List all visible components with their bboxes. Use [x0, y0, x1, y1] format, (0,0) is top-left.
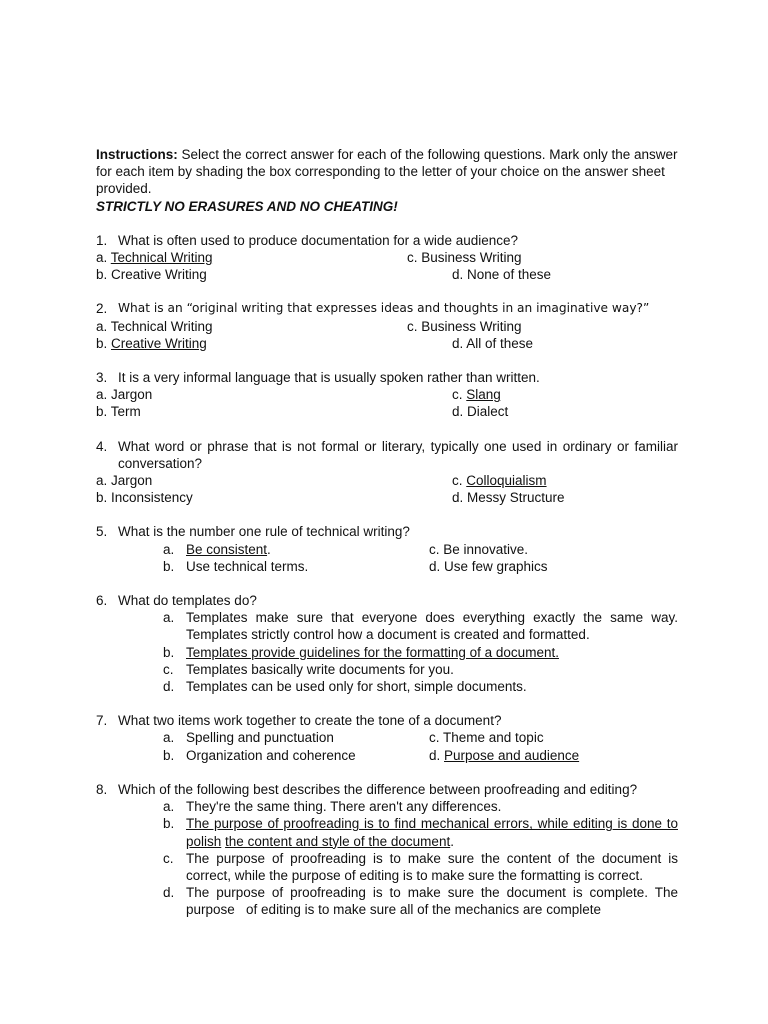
answer-underline: Purpose and audience [444, 747, 580, 763]
option-b: b. Creative Writing [96, 335, 207, 351]
instructions [96, 146, 678, 198]
option-a: a. Be consistent. [163, 541, 271, 557]
option-c: c. Business Writing [407, 318, 522, 334]
question-text: What do templates do? [118, 593, 257, 609]
question-number: 3. [96, 370, 108, 386]
question-7 [96, 712, 678, 764]
option-b: b. Organization and coherence [163, 747, 356, 763]
option-d: d. All of these [452, 335, 534, 351]
question-text: Which of the following best describes the difference between proofreading and editing? [118, 781, 638, 797]
question-8 [96, 781, 682, 919]
question-text: What is the number one rule of technical writing? [118, 524, 410, 540]
option-c: c. Colloquialism [452, 473, 547, 489]
question-text: What is an “original writing that expresses ideas and thoughts in an imaginative way?” [118, 301, 650, 316]
answer-underline: Colloquialism [466, 473, 547, 489]
question-1 [96, 232, 678, 284]
question-number: 4. [96, 438, 108, 454]
quiz-content [96, 146, 682, 936]
question-2 [96, 300, 678, 352]
question-number: 6. [96, 593, 108, 609]
option-c: c. Templates basically write documents for you. [163, 661, 454, 677]
question-number: 8. [96, 781, 108, 797]
answer-underline: Be consistent [186, 541, 268, 557]
option-d: d. Dialect [452, 404, 509, 420]
question-6 [96, 592, 678, 695]
option-a: a. Technical Writing [96, 250, 213, 266]
answer-underline: The purpose of proofreading is to find mechanical errors, while editing is done to polish [186, 816, 678, 849]
option-a: a. Spelling and punctuation [163, 730, 334, 746]
option-c: c. Theme and topic [429, 730, 544, 746]
option-a: a. They're the same thing. There aren't any differences. [163, 799, 502, 815]
option-d: d. Messy Structure [452, 490, 565, 506]
option-d: d. None of these [452, 267, 552, 283]
no-cheating-warning: STRICTLY NO ERASURES AND NO CHEATING! [96, 198, 398, 214]
answer-underline: Creative Writing [111, 335, 207, 351]
question-text: It is a very informal language that is usually spoken rather than written. [118, 370, 540, 386]
question-3 [96, 369, 678, 421]
option-a: a. Technical Writing [96, 318, 213, 334]
option-b: b. Use technical terms. [163, 558, 309, 574]
answer-underline: Templates provide guidelines for the formatting of a document. [186, 644, 559, 660]
option-b: b. Term [96, 404, 141, 420]
option-c: c. Be innovative. [429, 541, 529, 557]
option-d: d. Templates can be used only for short, simple documents. [163, 679, 527, 695]
answer-underline: the content and style of the document [225, 833, 451, 849]
question-number: 2. [96, 301, 108, 317]
answer-underline: Technical Writing [110, 250, 213, 266]
question-4 [96, 438, 678, 507]
option-c: c. Slang [452, 387, 501, 403]
option-a: a. Templates make sure that everyone does everything exactly the same way. Templates strictly control how a document is created and formatted. [163, 610, 678, 643]
question-number: 1. [96, 232, 108, 248]
option-b: b. Templates provide guidelines for the formatting of a document. [163, 644, 559, 660]
answer-underline: Slang [466, 387, 501, 403]
question-text: What is often used to produce documentation for a wide audience? [118, 232, 519, 248]
instructions-label: Instructions: [96, 147, 178, 162]
question-number: 7. [96, 713, 108, 729]
option-c: c. Business Writing [407, 250, 522, 266]
option-d: d. Use few graphics [429, 558, 548, 574]
question-number: 5. [96, 524, 108, 540]
question-text: What word or phrase that is not formal or literary, typically one used in ordinary or familiar conversation? [118, 438, 678, 471]
instructions-text: Select the correct answer for each of the following questions. Mark only the answer for each item by shading the box corresponding to the letter of your choice on the answer sheet provided. [96, 147, 678, 197]
option-a: a. Jargon [96, 387, 153, 403]
option-d: d. The purpose of proofreading is to make sure the document is complete. The purpose of editing is to make sure all of the mechanics are complete [163, 885, 682, 918]
option-d: d. Purpose and audience [429, 747, 580, 763]
option-b: b. Inconsistency [96, 490, 193, 506]
option-c: c. The purpose of proofreading is to make sure the content of the document is correct, while the purpose of editing is to make sure the formatting is correct. [163, 850, 678, 883]
option-b: b. The purpose of proofreading is to find mechanical errors, while editing is done to polish the content and style of the document. [163, 816, 678, 849]
option-b: b. Creative Writing [96, 267, 207, 283]
question-text: What two items work together to create the tone of a document? [118, 713, 502, 729]
question-5 [96, 523, 678, 575]
option-a: a. Jargon [96, 473, 153, 489]
